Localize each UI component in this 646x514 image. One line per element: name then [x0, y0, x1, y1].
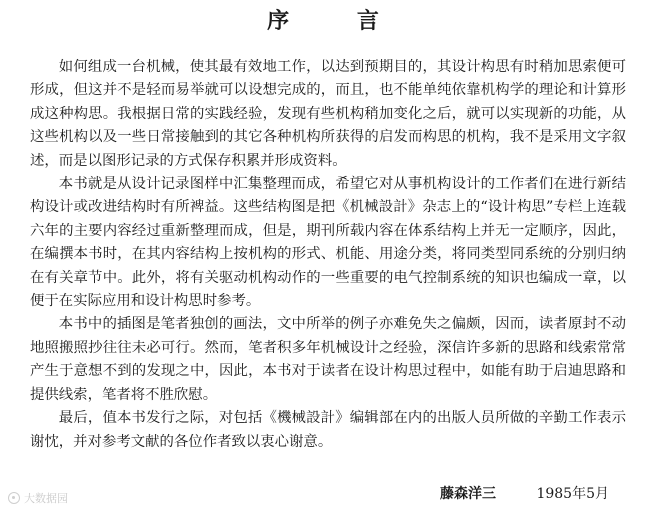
paragraph-1: 如何组成一台机械，使其最有效地工作，以达到预期目的，其设计构思有时稍加思索便可形成，但这并不是轻而易举就可以设想完成的，而且，也不能单纯依靠机构学的理论和计算形成这种构思。我根据日常的实践经验，发现有些机构稍加变化之后，就可以实现新的功能，从这些机构以及一些日常接触到的其它各种机构所获得的启发而构思的机构，我不是采用文字叙述，而是以图形记录的方式保存积累并形成资料。 [30, 59, 626, 169]
page-title: 序 言 [267, 8, 409, 34]
paragraph-4: 最后，值本书发行之际，对包括《機械設計》编辑部在内的出版人员所做的辛勤工作表示谢忱，并对参考文献的各位作者致以衷心谢意。 [30, 410, 626, 450]
signature-date: 1985年5月 [536, 486, 609, 502]
signature-line [440, 484, 609, 504]
watermark [8, 490, 68, 506]
watermark-text: 大数据园 [24, 492, 68, 505]
author-name: 藤森洋三 [440, 486, 496, 502]
paragraph-3: 本书中的插图是笔者独创的画法，文中所举的例子亦难免失之偏颇，因而，读者原封不动地照搬照抄往往未必可行。然而，笔者积多年机械设计之经验，深信许多新的思路和线索常常产生于意想不到的发现之中，因此，本书对于读者在设计构思过程中，如能有助于启迪思路和提供线索，笔者将不胜欣慰。 [30, 316, 626, 403]
watermark-logo-icon [8, 492, 20, 504]
paragraph-2: 本书就是从设计记录图样中汇集整理而成，希望它对从事机构设计的工作者们在进行新结构设计或改进结构时有所裨益。这些结构图是把《机械設計》杂志上的“设计构思”专栏上连载六年的主要内容经过重新整理而成，但是，期刊所载内容在体系结构上并无一定顺序，因此，在编撰本书时，在其内容结构上按机构的形式、机能、用途分类，将同类型同系统的分别归纳在有关章节中。此外，将有关驱动机构动作的一些重要的电气控制系统的知识也编成一章，以便于在实际应用和设计构思时参考。 [30, 176, 626, 310]
preface-body [30, 56, 626, 454]
